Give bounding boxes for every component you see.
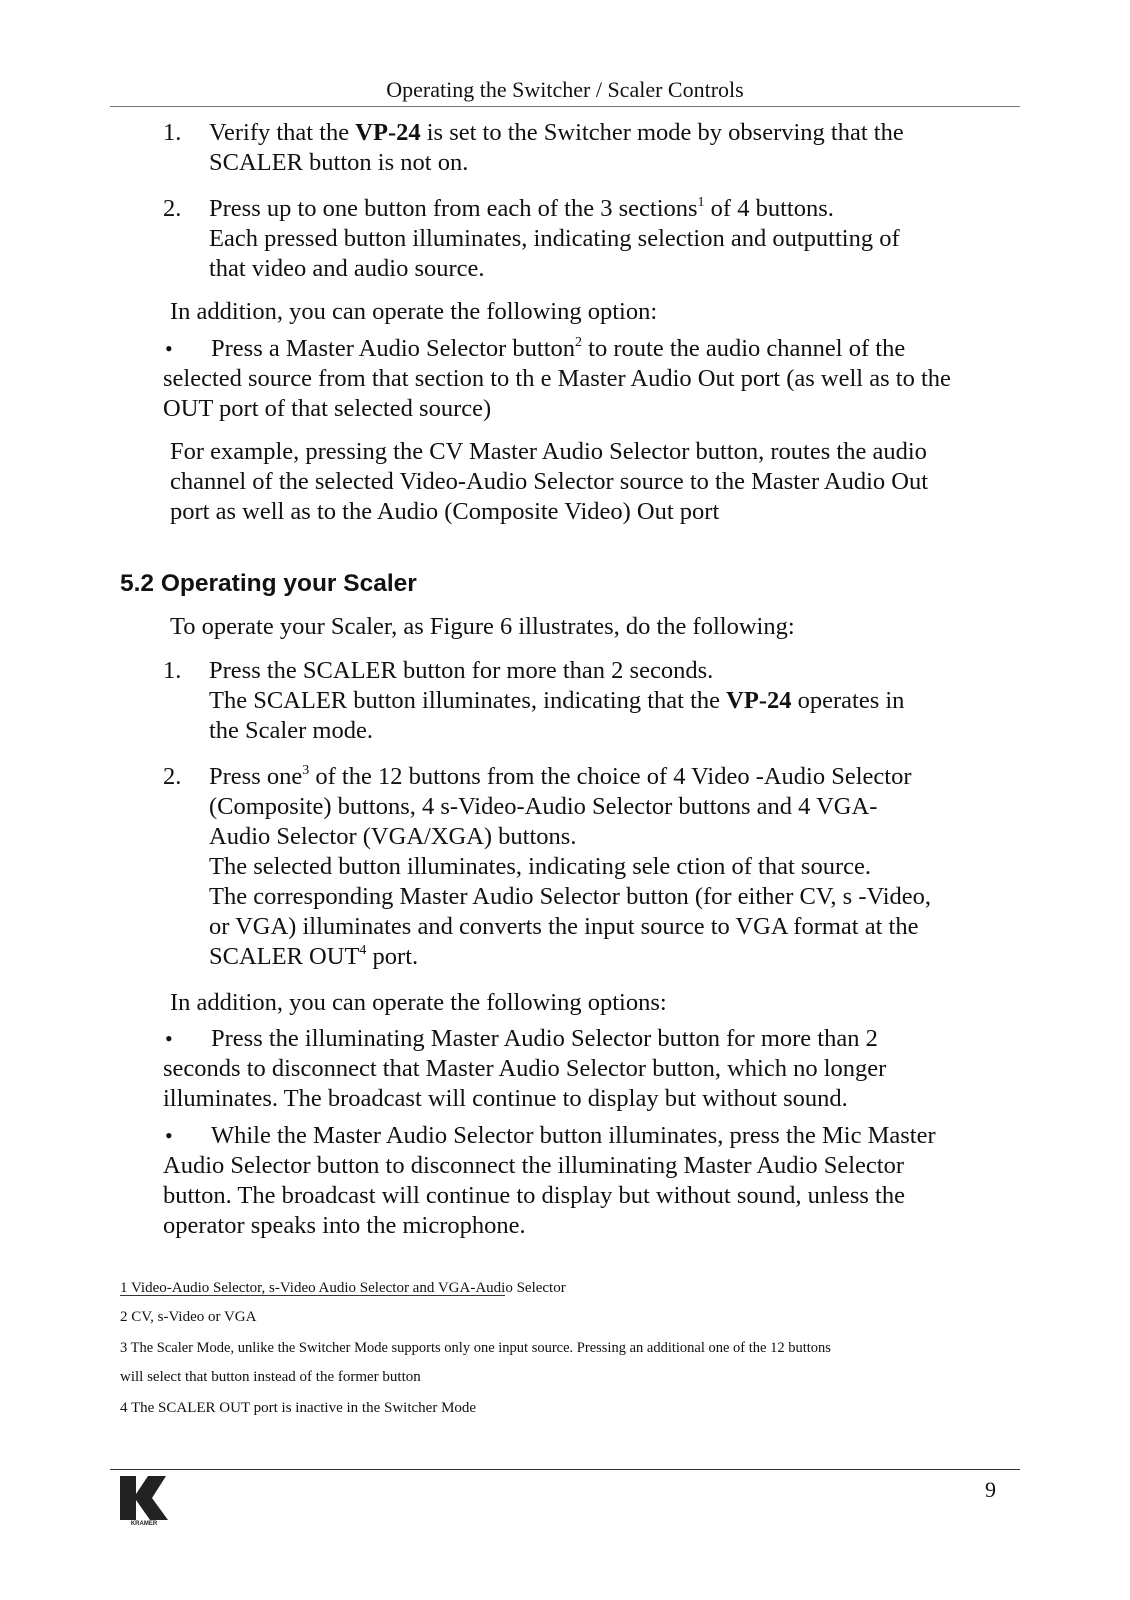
footnote-1: 1 Video-Audio Selector, s-Video Audio Selector and VGA-Audio Selector [120,1280,566,1296]
paragraph-line [209,762,912,793]
paragraph-line: SCALER button is not on. [209,149,469,176]
paragraph-line: illuminates. The broadcast will continue to display but without sound. [163,1085,848,1112]
paragraph-line: In addition, you can operate the following option: [170,298,658,325]
footnote-4: 4 The SCALER OUT port is inactive in the Switcher Mode [120,1400,477,1416]
footnote-ref: 3 [302,763,310,778]
paragraph-line: The selected button illuminates, indicating sele ction of that source. [209,853,871,880]
paragraph-line: Audio Selector button to disconnect the illuminating Master Audio Selector [163,1152,904,1179]
paragraph-line: channel of the selected Video-Audio Selector source to the Master Audio Out [170,468,929,495]
footer-rule [110,1469,1020,1470]
footnote-ref: 1 [697,195,705,210]
bullet-icon: • [165,1123,173,1148]
text: Press one [209,763,303,790]
text: of the 12 buttons from the choice of 4 Video -Audio Selector [309,763,912,790]
text: port. [366,943,419,970]
paragraph-line: Audio Selector (VGA/XGA) buttons. [209,823,577,850]
bullet-icon: • [165,336,173,361]
product-name: VP-24 [726,687,792,714]
logo-text: KRAMER [130,1521,158,1526]
paragraph-line [209,194,834,225]
text: is set to the Switcher mode by observing that the [420,119,904,146]
footnote-3-cont: will select that button instead of the former button [120,1369,421,1385]
paragraph-line: For example, pressing the CV Master Audio Selector button, routes the audio [170,438,927,465]
kramer-logo [118,1474,170,1526]
footnote-2: 2 CV, s-Video or VGA [120,1309,257,1325]
text: The SCALER button illuminates, indicating that the [209,687,727,714]
text: Verify that the [209,119,356,146]
footnote-3: 3 The Scaler Mode, unlike the Switcher Mode supports only one input source. Pressing an additional one of the 12 buttons [120,1340,831,1356]
paragraph-line: operator speaks into the microphone. [163,1212,526,1239]
text: SCALER OUT [209,943,360,970]
paragraph-line [209,686,904,717]
paragraph-line [209,118,904,149]
step-number: 2. [163,763,182,790]
paragraph-line: Each pressed button illuminates, indicating selection and outputting of [209,225,900,252]
step-number: 2. [163,195,182,222]
paragraph-line: seconds to disconnect that Master Audio Selector button, which no longer [163,1055,887,1082]
paragraph-line: Press the illuminating Master Audio Selector button for more than 2 [211,1025,878,1052]
text: to route the audio channel of the [582,335,906,362]
paragraph-line: OUT port of that selected source) [163,395,492,422]
paragraph-line: (Composite) buttons, 4 s-Video-Audio Selector buttons and 4 VGA- [209,793,878,820]
product-name: VP-24 [355,119,421,146]
paragraph-line: the Scaler mode. [209,717,373,744]
paragraph-line: or VGA) illuminates and converts the input source to VGA format at the [209,913,919,940]
paragraph-line: that video and audio source. [209,255,485,282]
paragraph-line [211,334,905,365]
step-number: 1. [163,119,182,146]
paragraph-line: selected source from that section to th e Master Audio Out port (as well as to the [163,365,951,392]
paragraph-line: The corresponding Master Audio Selector button (for either CV, s -Video, [209,883,932,910]
paragraph-line: In addition, you can operate the following options: [170,989,667,1016]
footnote-ref: 2 [575,335,583,350]
bullet-icon: • [165,1026,173,1051]
text: Press a Master Audio Selector button [211,335,576,362]
paragraph-line: Press the SCALER button for more than 2 seconds. [209,657,714,684]
text: operates in [791,687,905,714]
paragraph-line: port as well as to the Audio (Composite Video) Out port [170,498,720,525]
section-heading: 5.2 Operating your Scaler [120,570,417,597]
step-number: 1. [163,657,182,684]
footnote-ref: 4 [359,943,367,958]
header-rule [110,106,1020,107]
paragraph-line: button. The broadcast will continue to display but without sound, unless the [163,1182,905,1209]
paragraph-line: To operate your Scaler, as Figure 6 illustrates, do the following: [170,613,795,640]
running-header: Operating the Switcher / Scaler Controls [386,77,744,102]
page-number: 9 [985,1477,996,1502]
text: of 4 buttons. [704,195,834,222]
text: Press up to one button from each of the 3 sections [209,195,698,222]
paragraph-line: While the Master Audio Selector button illuminates, press the Mic Master [211,1122,936,1149]
paragraph-line [209,942,418,973]
